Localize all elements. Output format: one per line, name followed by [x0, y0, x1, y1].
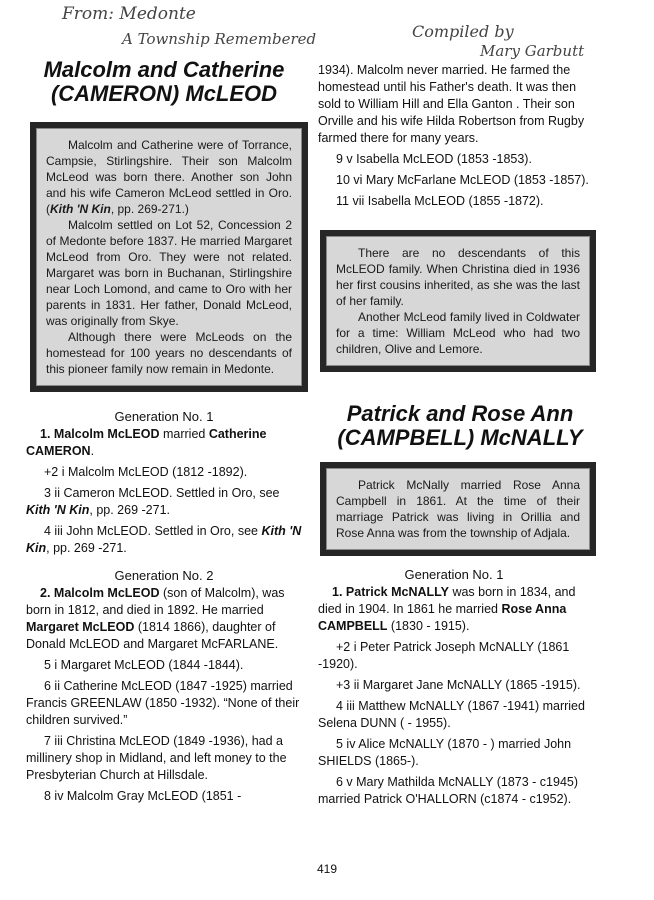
- family-title-mcnally: Patrick and Rose Ann (CAMPBELL) McNALLY: [337, 401, 583, 450]
- child-entry: 4 iii John McLEOD. Settled in Oro, see Kith 'N Kin, pp. 269 -271.: [26, 524, 302, 555]
- child-entry: 5 i Margaret McLEOD (1844 -1844).: [44, 658, 244, 672]
- child-entry: 9 v Isabella McLEOD (1853 -1853).: [336, 152, 532, 166]
- family-title-mcleod: Malcolm and Catherine (CAMERON) McLEOD: [43, 57, 285, 106]
- mcnally-history-box: [326, 468, 590, 550]
- child-entry: 10 vi Mary McFarlane McLEOD (1853 -1857).: [336, 173, 589, 187]
- generation-heading: Generation No. 1: [404, 567, 504, 582]
- child-entry: 6 v Mary Mathilda McNALLY (1873 - c1945) married Patrick O'HALLORN (c1874 - c1952).: [318, 775, 579, 806]
- box-paragraph: Malcolm settled on Lot 52, Concession 2 of Medonte before 1837. He married Margaret McLeod from Oro. They were not related. Margaret was born in Buchanan, Stirlingshire near Loch Lomond, and came to Oro with her parents in 1831. Her father, Donald McLeod, was originally from Skye.: [46, 218, 292, 328]
- box-paragraph: There are no descendants of this McLEOD family. When Christina died in 1936 her first cousins inherited, as she was the last of her family.: [336, 246, 580, 308]
- child-entry: +2 i Peter Patrick Joseph McNALLY (1861 -1920).: [318, 640, 570, 671]
- genealogy-entry: 1. Patrick McNALLY was born in 1834, and died in 1904. In 1861 he married Rose Anna CAMPBELL (1830 - 1915).: [318, 585, 576, 633]
- mcnally-generation-1: [318, 566, 590, 808]
- generation-heading: Generation No. 2: [114, 568, 214, 583]
- child-entry: 7 iii Christina McLEOD (1849 -1936), had a millinery shop in Midland, and left money to the Presbyterian Church at Hillsdale.: [26, 734, 287, 782]
- handwritten-source-line2: A Township Remembered: [122, 30, 317, 48]
- child-entry: 8 iv Malcolm Gray McLEOD (1851 -: [44, 789, 242, 803]
- child-entry: 11 vii Isabella McLEOD (1855 -1872).: [336, 194, 544, 208]
- child-entry: 3 ii Cameron McLEOD. Settled in Oro, see Kith 'N Kin, pp. 269 -271.: [26, 486, 280, 517]
- left-column: [26, 58, 302, 805]
- right-column: [318, 62, 590, 808]
- child-entry: 6 ii Catherine McLEOD (1847 -1925) married Francis GREENLAW (1850 -1932). “None of their children survived.”: [26, 679, 300, 727]
- mcleod-history-box: [36, 128, 302, 386]
- box-paragraph: Although there were McLeods on the homestead for 100 years no descendants of this pioneer family now remain in Medonte.: [46, 330, 292, 376]
- mcleod-generation-1: [26, 408, 302, 557]
- child-entry: +3 ii Margaret Jane McNALLY (1865 -1915).: [336, 678, 581, 692]
- genealogy-entry: 1. Malcolm McLEOD married Catherine CAMERON.: [26, 427, 267, 458]
- handwritten-source-line1: From: Medonte: [62, 4, 196, 24]
- box-paragraph: Patrick McNally married Rose Anna Campbell in 1861. At the time of their marriage Patrick was living in Orillia and Rose Anna was from the township of Adjala.: [336, 478, 580, 540]
- page-number: 419: [316, 862, 338, 876]
- mcleod-descendants-box: [326, 236, 590, 366]
- continued-entry: 1934). Malcolm never married. He farmed the homestead until his Father's death. It was then sold to William Hill and Ella Ganton . Their son Orville and his wife Hilda Robertson from Rugby farmed there for many years.: [318, 63, 585, 145]
- handwritten-compiled-line2: Mary Garbutt: [480, 42, 585, 60]
- child-entry: 5 iv Alice McNALLY (1870 - ) married John SHIELDS (1865-).: [318, 737, 572, 768]
- genealogy-entry: 2. Malcolm McLEOD (son of Malcolm), was born in 1812, and died in 1892. He married Margaret McLEOD (1814 1866), daughter of Donald McLEOD and Margaret McFARLANE.: [26, 586, 285, 651]
- child-entry: 4 iii Matthew McNALLY (1867 -1941) married Selena DUNN ( - 1955).: [318, 699, 585, 730]
- mcleod-generation-2: [26, 567, 302, 805]
- generation-heading: Generation No. 1: [114, 409, 214, 424]
- box-paragraph: Malcolm and Catherine were of Torrance, Campsie, Stirlingshire. Their son Malcolm McLeod was born there. Another son John and his wife Cameron McLeod settled in Oro. (Kith 'N Kin, pp. 269-271.): [46, 138, 292, 216]
- child-entry: +2 i Malcolm McLEOD (1812 -1892).: [44, 465, 248, 479]
- box-paragraph: Another McLeod family lived in Coldwater for a time: William McLeod who had two children, Olive and Lemore.: [336, 310, 580, 356]
- handwritten-compiled-line1: Compiled by: [412, 22, 514, 41]
